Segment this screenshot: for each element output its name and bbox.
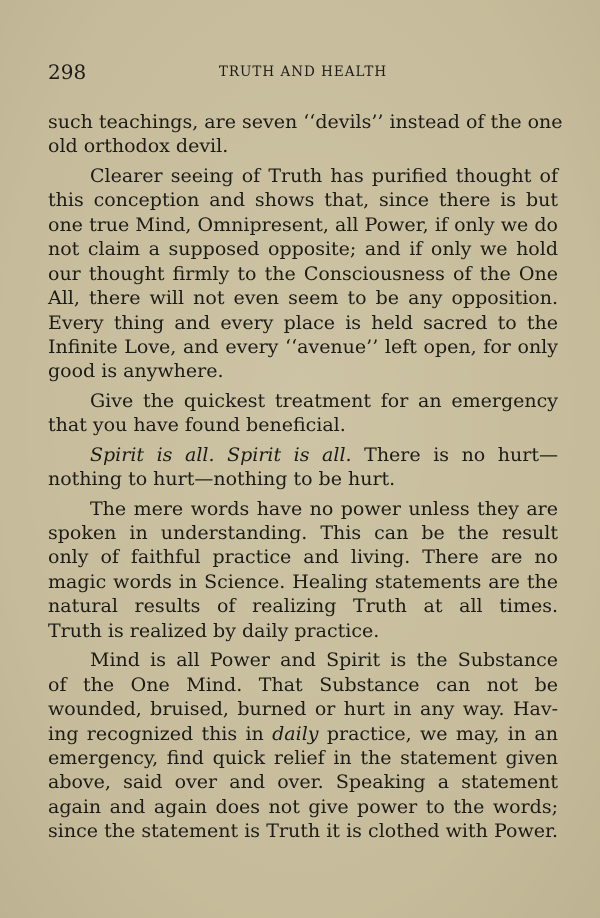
text-line: The mere words have no power unless they are bbox=[90, 497, 558, 520]
text-line: this conception and shows that, since there is but bbox=[48, 189, 558, 212]
italic-text: daily bbox=[272, 722, 319, 745]
text-line: our thought firmly to the Consciousness of the One bbox=[48, 262, 558, 285]
text-span: There is no hurt— bbox=[351, 443, 558, 466]
text-line: magic words in Science. Healing statements are the bbox=[48, 570, 558, 593]
text-line: such teachings, are seven ‘‘devils’’ instead of the one bbox=[48, 111, 563, 133]
text-line: All, there will not even seem to be any opposition. bbox=[48, 287, 558, 310]
text-line: not claim a supposed opposite; and if only we hold bbox=[48, 238, 558, 261]
text-line: since the statement is Truth it is clothed with Power. bbox=[48, 820, 558, 843]
text-line: emergency, find quick relief in the statement given bbox=[48, 746, 558, 769]
text-line: above, said over and over. Speaking a statement bbox=[48, 771, 558, 794]
text-line: of the One Mind. That Substance can not be bbox=[48, 673, 558, 696]
text-span: practice, we may, in an bbox=[318, 722, 559, 745]
body-text bbox=[48, 110, 563, 844]
text-line: Mind is all Power and Spirit is the Substance bbox=[90, 649, 558, 672]
text-line: only of faithful practice and living. There are no bbox=[48, 546, 558, 569]
text-line: wounded, bruised, burned or hurt in any way. Hav- bbox=[48, 698, 558, 721]
text-line: one true Mind, Omnipresent, all Power, if only we do bbox=[48, 213, 558, 236]
text-line: spoken in understanding. This can be the result bbox=[48, 522, 558, 544]
text-line bbox=[48, 722, 558, 746]
page-number: 298 bbox=[48, 60, 87, 84]
running-title: TRUTH AND HEALTH bbox=[218, 64, 388, 80]
text-line: that you have found beneficial. bbox=[48, 414, 346, 437]
text-line: Every thing and every place is held sacred to the bbox=[48, 311, 558, 334]
text-line: Infinite Love, and every ‘‘avenue’’ left open, for only bbox=[48, 335, 558, 358]
text-line: old orthodox devil. bbox=[48, 135, 229, 158]
text-line: good is anywhere. bbox=[48, 360, 224, 383]
italic-text: Spirit is all. Spirit is all. bbox=[90, 443, 352, 466]
text-line: Clearer seeing of Truth has purified thought of bbox=[90, 164, 558, 187]
text-line: Give the quickest treatment for an emergency bbox=[90, 389, 558, 412]
text-line bbox=[48, 443, 558, 467]
text-line: again and again does not give power to the words; bbox=[48, 795, 558, 818]
text-line: Truth is realized by daily practice. bbox=[48, 619, 380, 642]
text-span: ing recognized this in bbox=[48, 722, 273, 745]
text-line: nothing to hurt—nothing to be hurt. bbox=[48, 468, 396, 491]
text-line: natural results of realizing Truth at all times. bbox=[48, 595, 558, 618]
page-header bbox=[48, 60, 558, 86]
